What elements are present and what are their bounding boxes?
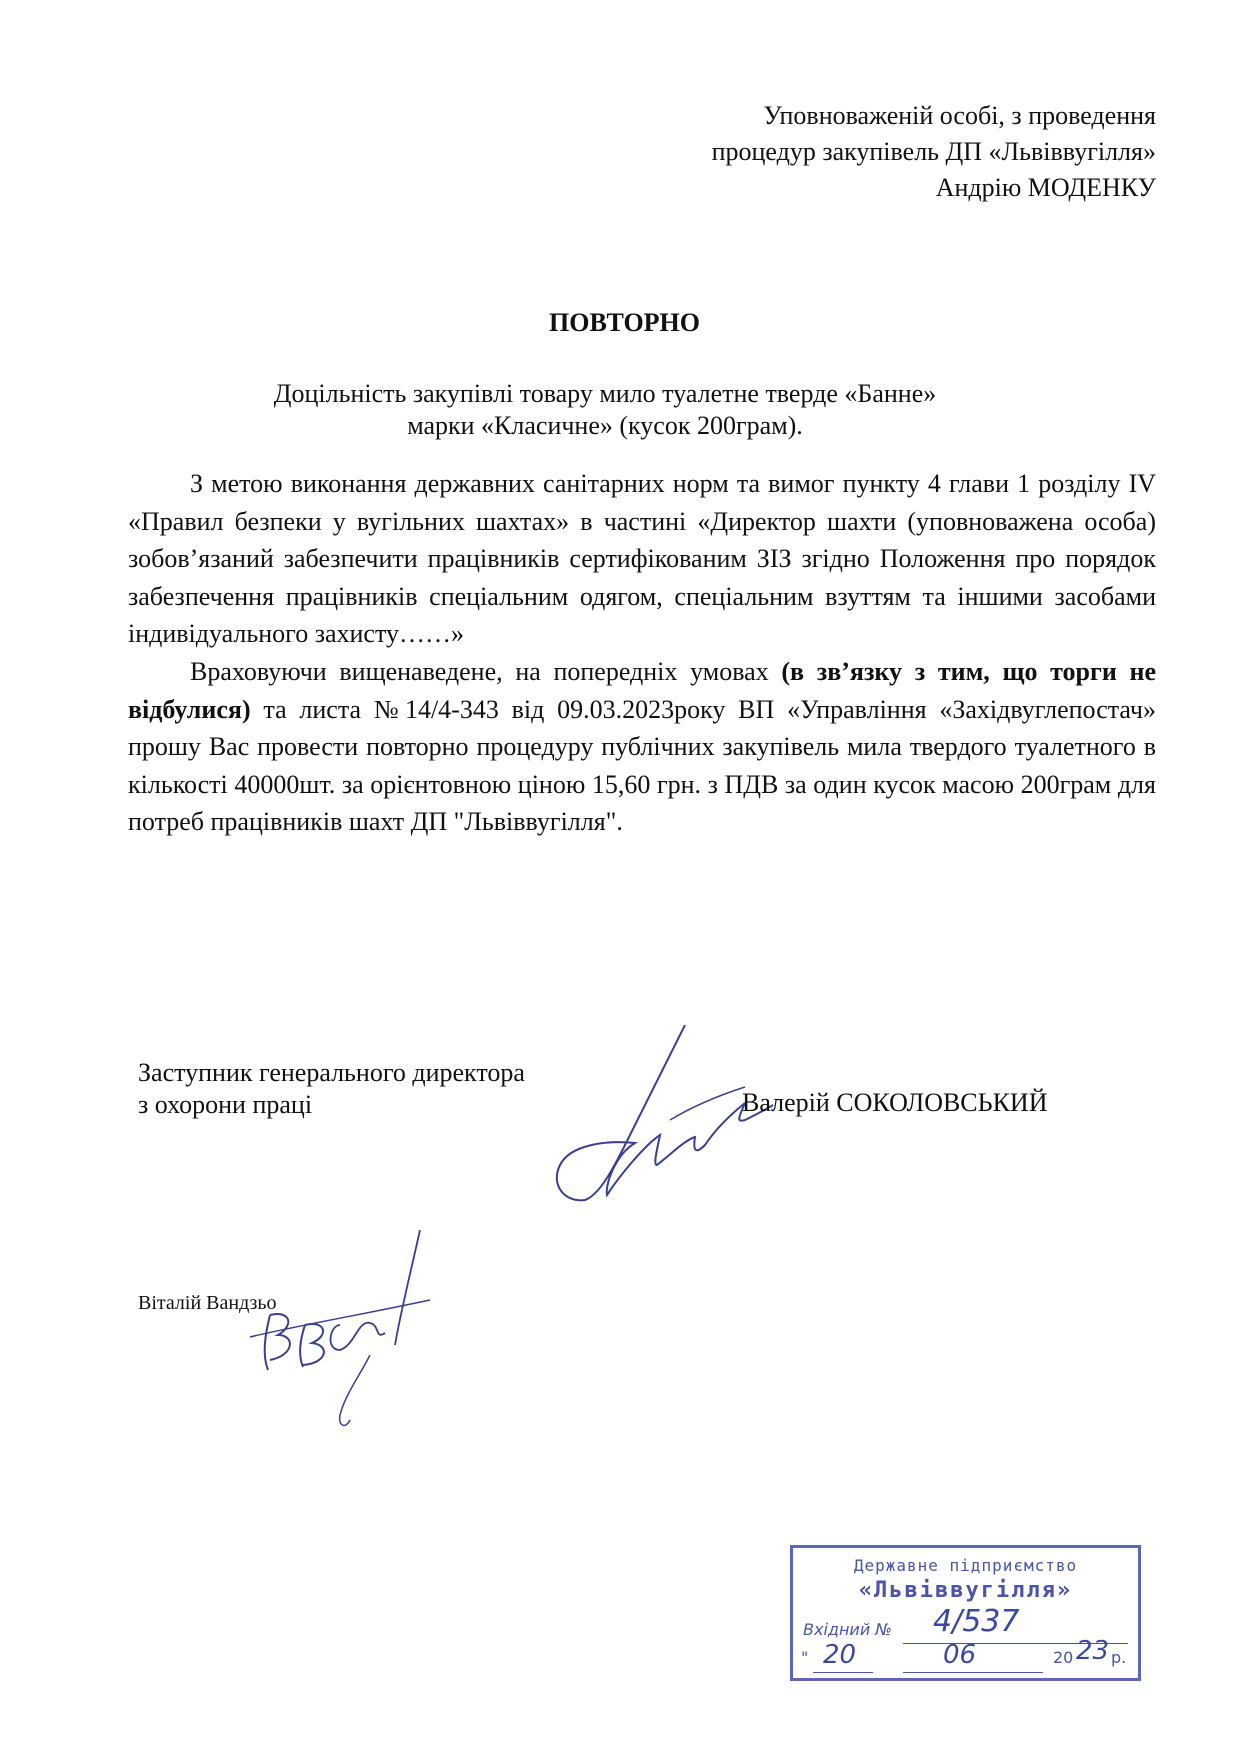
stamp-incoming-number: 4/537 xyxy=(933,1604,1020,1639)
paragraph-2-part-1: Враховуючи вищенаведене, на попередніх умовах xyxy=(190,656,782,686)
executor-name: Віталій Вандзьо xyxy=(138,1292,277,1314)
stamp-organization-type: Державне підприємство xyxy=(853,1556,1078,1575)
subject-line-2: марки «Класичне» (кусок 200грам). xyxy=(407,411,803,440)
registration-stamp xyxy=(790,1545,1141,1681)
stamp-day-line xyxy=(813,1672,873,1673)
director-signature xyxy=(545,1025,775,1205)
signer-title-line-1: Заступник генерального директора xyxy=(138,1058,525,1087)
letter-body xyxy=(128,465,1156,841)
stamp-organization-name: «Львіввугілля» xyxy=(858,1578,1073,1603)
stamp-day: 20 xyxy=(823,1640,857,1670)
addressee-line-2: процедур закупівель ДП «Львіввугілля» xyxy=(711,137,1156,166)
paragraph-2-bold: (в зв’язку з тим, що торги не відбулися) xyxy=(128,656,1157,724)
signer-title-line-2: з охорони праці xyxy=(138,1090,313,1119)
stamp-month: 06 xyxy=(943,1640,977,1670)
stamp-month-line xyxy=(903,1672,1043,1673)
document-heading: ПОВТОРНО xyxy=(549,308,700,337)
addressee-line-3: Андрію МОДЕНКУ xyxy=(935,173,1156,202)
subject-block xyxy=(180,378,1030,442)
stamp-year-suffix: 23 xyxy=(1076,1636,1110,1666)
stamp-date-quote: " xyxy=(801,1648,809,1667)
paragraph-2 xyxy=(128,653,1156,841)
executor-signature xyxy=(240,1225,440,1435)
stamp-year-prefix: 20 xyxy=(1053,1648,1074,1667)
signer-title xyxy=(138,1057,525,1121)
paragraph-2-part-2: та листа №14/4-343 від 09.03.2023року ВП «Управління «Західвуглепостач» прошу Вас провести повторно процедуру публічних закупівель мила твердого туалетного в кількості 40000шт. за орієнтовною ціною 15,60 грн. з ПДВ за один кусок масою 200грам для потреб працівників шахт ДП "Львіввугілля". xyxy=(128,694,1156,837)
signer-name: Валерій СОКОЛОВСЬКИЙ xyxy=(742,1088,1048,1117)
subject-line-1: Доцільність закупівлі товару мило туалетне тверде «Банне» xyxy=(273,379,937,408)
stamp-incoming-label: Вхідний № xyxy=(803,1620,892,1639)
stamp-year-unit: р. xyxy=(1111,1648,1127,1667)
addressee-block xyxy=(456,98,1156,206)
addressee-line-1: Уповноваженій особі, з проведення xyxy=(763,101,1156,130)
paragraph-1: З метою виконання державних санітарних норм та вимог пункту 4 глави 1 розділу IV «Правил безпеки у вугільних шахтах» в частині «Директор шахти (уповноважена особа) зобов’язаний забезпечити працівників сертифікованим ЗІЗ згідно Положення про порядок забезпечення працівників спеціальним одягом, спеціальним взуттям та іншими засобами індивідуального захисту……» xyxy=(128,469,1156,649)
